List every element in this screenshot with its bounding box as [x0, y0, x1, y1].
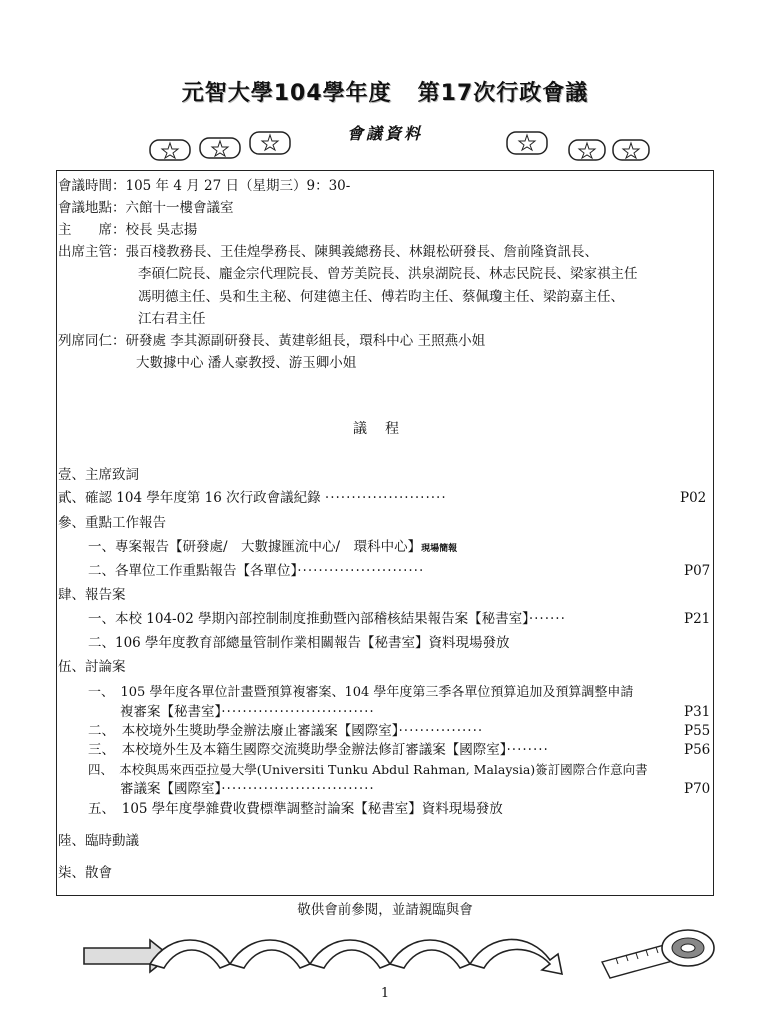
leader-dots: ‧‧‧‧‧‧‧‧‧‧‧‧‧‧‧‧‧‧‧‧‧‧‧‧‧‧‧‧‧ [221, 781, 375, 797]
title-part2: 第17次行政會議 [417, 81, 589, 106]
page-ref-p55: P55 [684, 723, 711, 739]
agenda-item-4-1 [88, 610, 566, 628]
page-ref-p56: P56 [684, 742, 711, 758]
attendees-line-2: 李碩仁院長、龐金宗代理院長、曾芳美院長、洪泉湖院長、林志民院長、梁家祺主任 [138, 266, 638, 282]
star-decoration-left-icon [148, 130, 298, 162]
attendees-line-3: 馮明德主任、吳和生主秘、何建德主任、傅若昀主任、蔡佩瓊主任、梁韵嘉主任、 [138, 289, 624, 305]
agenda-item-5-5: 五、 105 學年度學雜費收費標準調整討論案【秘書室】資料現場發放 [88, 801, 503, 817]
meeting-time: 會議時間：105 年 4 月 27 日（星期三）9：30- [58, 178, 351, 194]
agenda-item-5-3-label: 三、 本校境外生及本籍生國際交流獎助學金辦法修訂審議案【國際室】 [88, 742, 507, 758]
leader-dots: ‧‧‧‧‧‧‧‧‧‧‧‧‧‧‧‧‧‧‧‧‧‧‧ [324, 490, 447, 506]
agenda-item-4-1-label: 一、本校 104-02 學期內部控制制度推動暨內部稽核結果報告案【秘書室】 [88, 611, 529, 627]
page-ref-p02: P02 [680, 490, 707, 506]
agenda-item-5-4-cont [120, 780, 375, 798]
page-ref-p70: P70 [684, 781, 711, 797]
guests-line-2: 大數據中心 潘人豪教授、游玉卿小姐 [136, 355, 357, 371]
agenda-item-1: 壹、主席致詞 [58, 467, 139, 483]
agenda-item-2 [58, 489, 447, 507]
document-subtitle: 會議資料 [346, 124, 423, 143]
agenda-item-5: 伍、討論案 [58, 659, 126, 675]
swirl-arrows-decoration-icon [80, 930, 580, 980]
agenda-item-5-4-label: 審議案【國際室】 [120, 781, 222, 797]
agenda-item-6: 陸、臨時動議 [58, 833, 139, 849]
agenda-item-3-2-label: 二、各單位工作重點報告【各單位】 [88, 563, 298, 579]
agenda-item-7: 柒、散會 [58, 865, 112, 881]
page-ref-p21: P21 [684, 611, 711, 627]
agenda-item-3-2 [88, 562, 424, 580]
agenda-item-5-2 [88, 722, 483, 740]
page-ref-p31: P31 [684, 704, 711, 720]
onsite-briefing-note: 現場簡報 [421, 544, 458, 554]
agenda-item-4: 肆、報告案 [58, 587, 126, 603]
agenda-item-3-1-label: 一、專案報告【研發處/ 大數據匯流中心/ 環科中心】 [88, 539, 422, 555]
agenda-title: 議程 [353, 421, 417, 437]
page-ref-p07: P07 [684, 563, 711, 579]
leader-dots: ‧‧‧‧‧‧‧‧‧‧‧‧‧‧‧‧‧‧‧‧‧‧‧‧‧‧‧‧‧ [221, 704, 375, 720]
agenda-item-5-4: 四、 本校與馬來西亞拉曼大學(Universiti Tunku Abdul Rahman, Malaysia)簽訂國際合作意向書 [88, 762, 648, 777]
agenda-item-5-2-label: 二、 本校境外生獎助學金辦法廢止審議案【國際室】 [88, 723, 399, 739]
document-title [0, 76, 770, 107]
agenda-item-5-1-label: 複審案【秘書室】 [120, 704, 222, 720]
leader-dots: ‧‧‧‧‧‧‧‧‧‧‧‧‧‧‧‧‧‧‧‧‧‧‧‧ [297, 563, 425, 579]
footer-note: 敬供會前參閱，並請親臨與會 [297, 902, 473, 918]
attendees-line-1: 出席主管：張百棧教務長、王佳煌學務長、陳興義總務長、林錕松研發長、詹前隆資訊長、 [58, 244, 598, 260]
leader-dots: ‧‧‧‧‧‧‧ [528, 611, 566, 627]
agenda-item-5-1-cont [120, 703, 375, 721]
agenda-item-5-3 [88, 741, 549, 759]
agenda-item-3: 參、重點工作報告 [58, 515, 166, 531]
meeting-place: 會議地點：六館十一樓會議室 [58, 200, 234, 216]
leader-dots: ‧‧‧‧‧‧‧‧‧‧‧‧‧‧‧‧ [398, 723, 484, 739]
title-part1: 元智大學104學年度 [181, 81, 392, 106]
guests-line-1: 列席同仁：研發處 李其源副研發長、黃建彰組長，環科中心 王照燕小姐 [58, 333, 486, 349]
page-number: 1 [380, 986, 390, 1001]
agenda-item-4-2: 二、106 學年度教育部總量管制作業相關報告【秘書室】資料現場發放 [88, 635, 510, 651]
agenda-item-5-1: 一、 105 學年度各單位計畫暨預算複審案、104 學年度第三季各單位預算追加及預算調整申請 [88, 685, 634, 700]
meeting-chair: 主 席：校長 吳志揚 [58, 222, 198, 238]
leader-dots: ‧‧‧‧‧‧‧‧ [506, 742, 549, 758]
measuring-tape-icon [598, 922, 718, 982]
star-decoration-right-icon [505, 130, 655, 162]
attendees-line-4: 江右君主任 [138, 311, 206, 327]
agenda-item-2-label: 貳、確認 104 學年度第 16 次行政會議紀錄 [58, 490, 321, 506]
agenda-item-3-1 [88, 538, 457, 558]
